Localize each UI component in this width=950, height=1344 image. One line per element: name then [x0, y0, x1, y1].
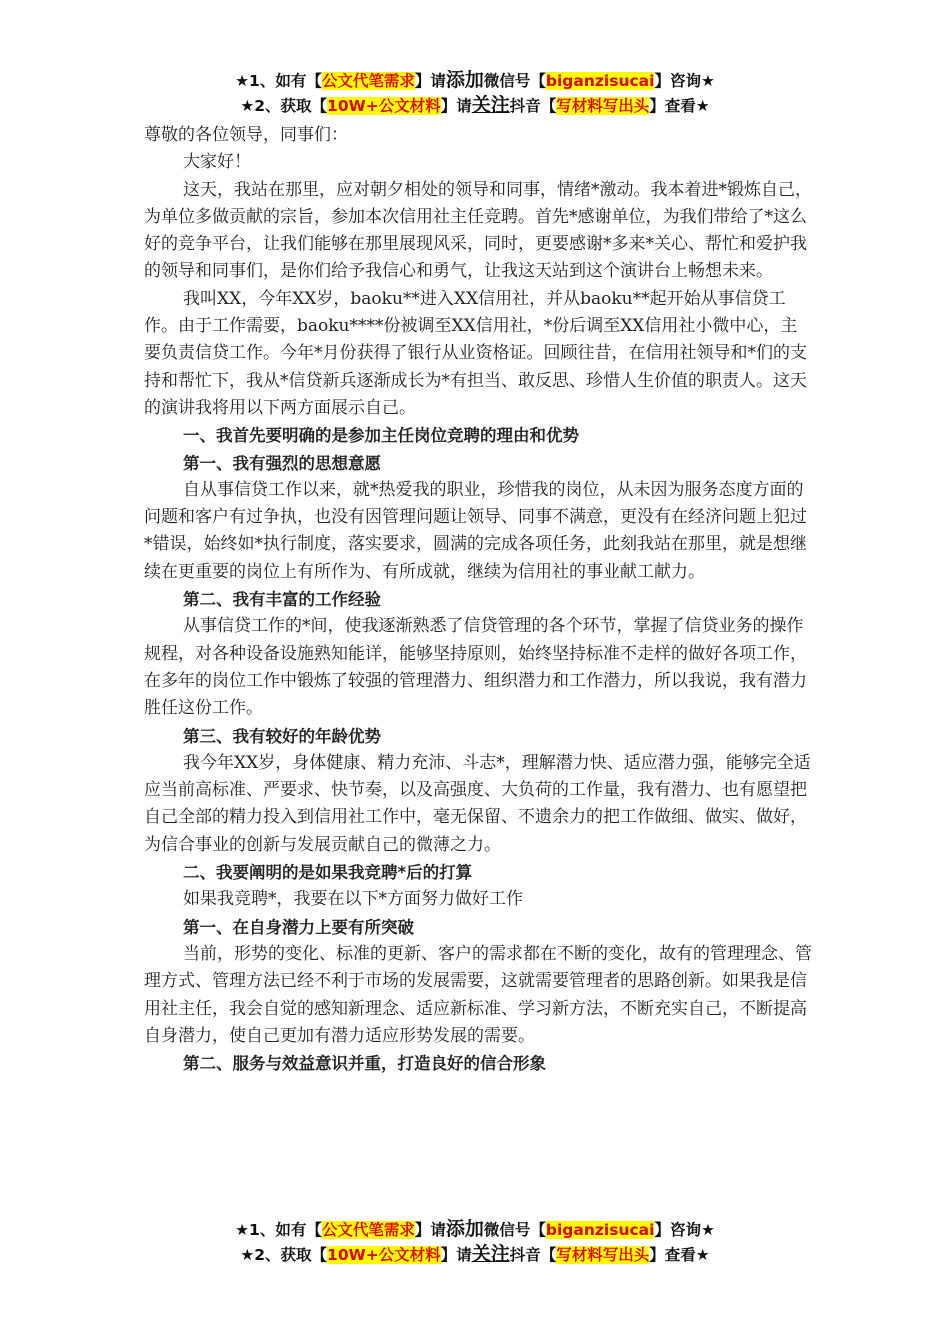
banner-line-2: ★2、获取【10W+公文材料】请关注抖音【写材料写出头】查看★: [240, 1243, 710, 1265]
banner-line-1: ★1、如有【公文代笔需求】请添加微信号【biganzisucai】咨询★: [235, 69, 715, 91]
paragraph-plan-intro: 如果我竞聘*，我要在以下*方面努力做好工作: [183, 889, 523, 910]
banner-highlight-materials: 10W+公文材料: [327, 1246, 441, 1264]
subheading-1a: 第一、我有强烈的思想意愿: [183, 453, 381, 473]
paragraph-introduction: 我叫XX，今年XX岁，baoku**进入XX信用社，并从baoku**起开始从事信贷工作。由于工作需要，baoku****份被调至XX信用社，*份后调至XX信用社小微中心，主要负责信贷工作。今年*月份获得了银行从业资格证。回顾往昔，在信用社领导和*们的支持和帮忙下，我从*信贷新兵逐渐成长为*有担当、敢反思、珍惜人生价值的职责人。这天的演讲我将用以下两方面展示自己。: [144, 288, 807, 418]
section-heading-2: 二、我要阐明的是如果我竞聘*后的打算: [183, 863, 473, 883]
subheading-2a: 第一、在自身潜力上要有所突破: [183, 917, 414, 937]
banner-highlight-service: 公文代笔需求: [321, 1221, 415, 1239]
greeting: 大家好！: [183, 152, 251, 173]
document-body: [144, 122, 814, 1077]
subheading-1c: 第三、我有较好的年龄优势: [183, 726, 381, 746]
banner-line-1: ★1、如有【公文代笔需求】请添加微信号【biganzisucai】咨询★: [235, 1218, 715, 1240]
banner-highlight-douyin: 写材料写出头: [556, 1246, 650, 1264]
bottom-banner: [0, 1217, 950, 1267]
paragraph-breakthrough: 当前，形势的变化、标准的更新、客户的需求都在不断的变化，故有的管理理念、管理方式、管理方法已经不利于市场的发展需要，这就需要管理者的思路创新。如果我是信用社主任，我会自觉的感知新理念、适应新标准、学习新方法，不断充实自己，不断提高自身潜力，使自己更加有潜力适应形势发展的需要。: [144, 943, 812, 1046]
subheading-1b: 第二、我有丰富的工作经验: [183, 590, 381, 610]
section-heading-1: 一、我首先要明确的是参加主任岗位竞聘的理由和优势: [183, 426, 579, 446]
paragraph-age: 我今年XX岁，身体健康、精力充沛、斗志*，理解潜力快、适应潜力强，能够完全适应当前高标准、严要求、快节奏，以及高强度、大负荷的工作量，我有潜力、也有愿望把自己全部的精力投入到信用社工作中，毫无保留、不遗余力的把工作做细、做实、做好，为信合事业的创新与发展贡献自己的微薄之力。: [144, 752, 811, 855]
banner-line-2: ★2、获取【10W+公文材料】请关注抖音【写材料写出头】查看★: [240, 94, 710, 116]
top-banner: [0, 68, 950, 118]
banner-highlight-wechat: biganzisucai: [545, 72, 655, 90]
subheading-2b: 第二、服务与效益意识并重，打造良好的信合形象: [183, 1054, 546, 1074]
salutation: 尊敬的各位领导，同事们：: [144, 125, 348, 145]
paragraph-experience: 从事信贷工作的*间，使我逐渐熟悉了信贷管理的各个环节，掌握了信贷业务的操作规程，对各种设备设施熟知能详，能够坚持原则，始终坚持标准不走样的做好各项工作，在多年的岗位工作中锻炼了较强的管理潜力、组织潜力和工作潜力，所以我说，我有潜力胜任这份工作。: [144, 616, 807, 719]
paragraph-opening: 这天，我站在那里，应对朝夕相处的领导和同事，情绪*激动。我本着进*锻炼自己，为单位多做贡献的宗旨，参加本次信用社主任竞聘。首先*感谢单位，为我们带给了*这么好的竞争平台，让我们能够在那里展现风采，同时，更要感谢*多来*关心、帮忙和爱护我的领导和同事们，是你们给予我信心和勇气，让我这天站到这个演讲台上畅想未来。: [144, 179, 812, 282]
banner-highlight-wechat: biganzisucai: [545, 1221, 655, 1239]
paragraph-willingness: 自从事信贷工作以来，就*热爱我的职业，珍惜我的岗位，从未因为服务态度方面的问题和客户有过争执，也没有因管理问题让领导、同事不满意，更没有在经济问题上犯过*错误，始终如*执行制度，落实要求，圆满的完成各项任务，此刻我站在那里，就是想继续在更重要的岗位上有所作为、有所成就，继续为信用社的事业献工献力。: [144, 479, 807, 582]
banner-highlight-materials: 10W+公文材料: [327, 97, 441, 115]
banner-highlight-service: 公文代笔需求: [321, 72, 415, 90]
banner-highlight-douyin: 写材料写出头: [556, 97, 650, 115]
